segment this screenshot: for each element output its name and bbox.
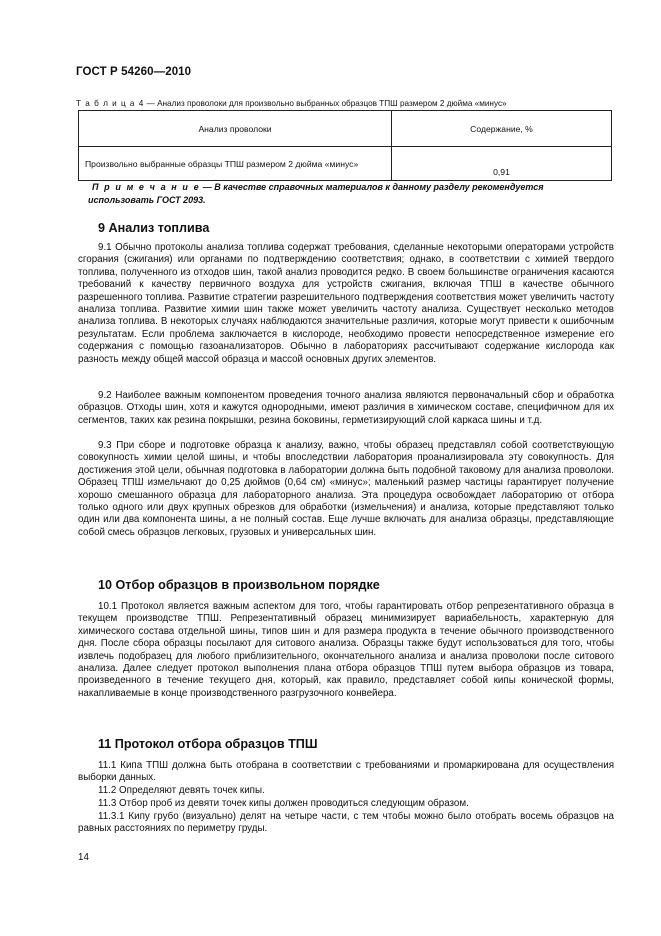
- table-row: [79, 147, 612, 181]
- paragraph-9-3: 9.3 При сборе и подготовке образца к анализу, важно, чтобы образец представлял собой соответствующую совокупность химии целой шины, и чтобы впоследствии лаборатория проанализировала эту совокупность. Для достижения этой цели, обычная подготовка в лаборатории должна быть подобной таковому для анализа проволоки. Образец ТПШ измельчают до 0,25 дюймов (0,64 см) «минус»; маленький размер частицы гарантирует получение хорошо смешанного образца для лабораторного анализа. Эта процедура освобождает лабораторию от отбора только одного или двух крупных обрезков для обработки (измельчения) и анализа, которые представляют только один или два компонента шины, а не полный состав. Еще лучше включать для анализа образцы, представляющие собой смесь образцов легковых, грузовых и универсальных шин.: [78, 440, 614, 538]
- paragraph-9-1: 9.1 Обычно протоколы анализа топлива содержат требования, сделанные некоторыми операторами устройств сгорания (сжигания) или органами по подтверждению соответствия; однако, в соответствии с химией твердого топлива, полученного из отходов шин, такой анализ проводится редко. В своем большинстве ограничения касаются требований к качеству первичного воздуха для устройств сжигания, включая ТПШ в качестве обычного разрешенного топлива. Развитие стратегии разрешительного подтверждения соответствия может увеличить частоту анализа топлива. Развитие химии шин также может увеличить частоту анализа. Существует несколько методов анализа топлива. В некоторых случаях наблюдаются значительные различия, которые могут привести к ошибочным результатам. Если проблема заключается в кислороде, необходимо провести непосредственное измерение его содержания с помощью газоанализаторов. Обычно в лабораториях рассчитывают содержание кислорода как разность между общей массой образца и массой основных других элементов.: [78, 242, 614, 365]
- table-header-cell: Содержание, %: [392, 111, 612, 147]
- section-10-title: 10 Отбор образцов в произвольном порядке: [98, 578, 380, 592]
- note-text: — В качестве справочных материалов к данному разделу рекомендуется использовать ГОСТ 2093.: [88, 182, 544, 205]
- paragraph-11-1: 11.1 Кипа ТПШ должна быть отобрана в соответствии с требованиями и промаркирована для осуществления выборки данных.: [78, 760, 614, 784]
- paragraph-11-2: 11.2 Определяют девять точек кипы.: [98, 785, 265, 796]
- paragraph-9-2: 9.2 Наиболее важным компонентом проведения точного анализа являются первоначальный сбор и обработка образцов. Отходы шин, хотя и кажутся однородными, имеют различия в химическом составе, специфичном для их сегментов, таких как резина покрышки, резина боковины, герметизирующий слой каркаса шины и т.д.: [78, 390, 614, 426]
- paragraph-11-3: 11.3 Отбор проб из девяти точек кипы должен проводиться следующим образом.: [98, 798, 469, 809]
- table-header-cell: Анализ проволоки: [79, 111, 392, 147]
- wire-analysis-table: [78, 110, 612, 181]
- paragraph-11-3-1: 11.3.1 Кипу грубо (визуально) делят на четыре части, с тем чтобы можно было отобрать восемь образцов на равных расстояниях по периметру груды.: [78, 811, 614, 835]
- section-9-title: 9 Анализ топлива: [98, 221, 210, 235]
- table-caption-label: Т а б л и ц а 4: [76, 99, 145, 108]
- paragraph-10-1: 10.1 Протокол является важным аспектом для того, чтобы гарантировать отбор репрезентативного образца в текущем производстве ТПШ. Репрезентативный образец минимизирует вариабельность, характерную для химического состава отдельной шины, типов шин и для размера продукта в течение обычного производственного дня. После сбора образцы посылают для ситового анализа. Образцы также будут использоваться для того, чтобы извлечь подобразец для любого приблизительного, окончательного анализа и анализа проволоки после ситового анализа. Далее следует протокол выполнения плана отбора образцов ТПШ путем выбора образцов из товара, произведенного в течение текущего дня, который, как правило, представляет собой кипы конической формы, накапливаемые в конце производственного разгрузочного конвейера.: [78, 601, 614, 699]
- table-caption-text: — Анализ проволоки для произвольно выбранных образцов ТПШ размером 2 дюйма «минус»: [144, 99, 507, 108]
- table-cell-value: 0,91: [392, 147, 612, 181]
- section-11-title: 11 Протокол отбора образцов ТПШ: [98, 737, 318, 751]
- table-header-row: [79, 111, 612, 147]
- table-caption: [76, 99, 507, 108]
- note-label: П р и м е ч а н и е: [92, 182, 201, 192]
- document-header: ГОСТ Р 54260—2010: [76, 66, 192, 78]
- page-number: 14: [78, 852, 89, 863]
- table-note: [88, 181, 608, 206]
- table-cell: Произвольно выбранные образцы ТПШ размером 2 дюйма «минус»: [79, 147, 392, 181]
